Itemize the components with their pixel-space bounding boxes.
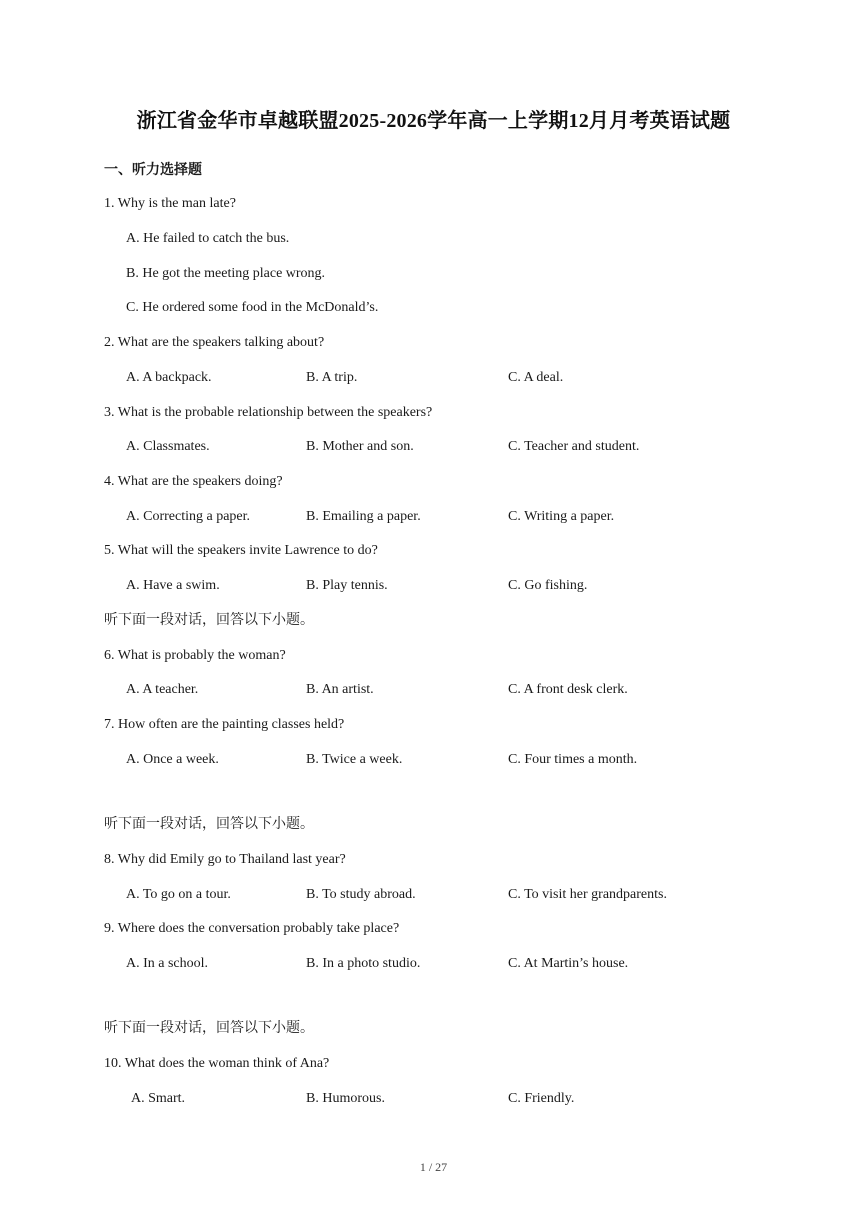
question-5-option-a: A. Have a swim.: [126, 578, 220, 593]
question-3-option-b: B. Mother and son.: [306, 439, 414, 454]
question-8: 8. Why did Emily go to Thailand last year?: [104, 852, 346, 867]
question-3-option-a: A. Classmates.: [126, 439, 210, 454]
instruction-text-2: 听下面一段对话，回答以下小题。: [104, 817, 314, 832]
question-6-option-a: A. A teacher.: [126, 682, 199, 697]
question-4-option-b: B. Emailing a paper.: [306, 509, 421, 524]
page-number: 1 / 27: [419, 1160, 448, 1174]
document-title: 浙江省金华市卓越联盟2025-2026学年高一上学期12月月考英语试题: [136, 110, 731, 132]
question-6-option-c: C. A front desk clerk.: [508, 682, 628, 697]
question-8-option-c: C. To visit her grandparents.: [508, 887, 667, 902]
question-2-option-b: B. A trip.: [306, 370, 358, 385]
instruction-text-3: 听下面一段对话，回答以下小题。: [104, 1021, 314, 1036]
question-7-option-a: A. Once a week.: [126, 752, 219, 767]
question-2-option-c: C. A deal.: [508, 370, 564, 385]
question-10-option-a: A. Smart.: [131, 1091, 186, 1106]
instruction-text-1: 听下面一段对话，回答以下小题。: [104, 613, 314, 628]
question-10-option-c: C. Friendly.: [508, 1091, 575, 1106]
question-7-option-b: B. Twice a week.: [306, 752, 403, 767]
question-5-option-b: B. Play tennis.: [306, 578, 388, 593]
question-1-option-b: B. He got the meeting place wrong.: [126, 266, 326, 281]
question-8-option-a: A. To go on a tour.: [126, 887, 231, 902]
question-1: 1. Why is the man late?: [104, 196, 236, 211]
question-9-option-c: C. At Martin’s house.: [508, 956, 629, 971]
question-10: 10. What does the woman think of Ana?: [104, 1056, 330, 1071]
question-4-option-a: A. Correcting a paper.: [126, 509, 251, 524]
question-9: 9. Where does the conversation probably take place?: [104, 921, 400, 936]
section-heading: 一、听力选择题: [104, 163, 202, 178]
question-8-option-b: B. To study abroad.: [306, 887, 416, 902]
question-7-option-c: C. Four times a month.: [508, 752, 638, 767]
question-9-option-a: A. In a school.: [126, 956, 209, 971]
question-5: 5. What will the speakers invite Lawrence to do?: [104, 543, 378, 558]
question-1-option-a: A. He failed to catch the bus.: [126, 231, 290, 246]
question-10-option-b: B. Humorous.: [306, 1091, 385, 1106]
question-6: 6. What is probably the woman?: [104, 648, 286, 663]
question-2-option-a: A. A backpack.: [126, 370, 212, 385]
question-5-option-c: C. Go fishing.: [508, 578, 588, 593]
question-4: 4. What are the speakers doing?: [104, 474, 283, 489]
question-3: 3. What is the probable relationship between the speakers?: [104, 405, 433, 420]
question-1-option-c: C. He ordered some food in the McDonald’s.: [126, 300, 379, 315]
question-3-option-c: C. Teacher and student.: [508, 439, 640, 454]
question-2: 2. What are the speakers talking about?: [104, 335, 325, 350]
question-9-option-b: B. In a photo studio.: [306, 956, 421, 971]
question-6-option-b: B. An artist.: [306, 682, 374, 697]
question-4-option-c: C. Writing a paper.: [508, 509, 615, 524]
question-7: 7. How often are the painting classes held?: [104, 717, 345, 732]
